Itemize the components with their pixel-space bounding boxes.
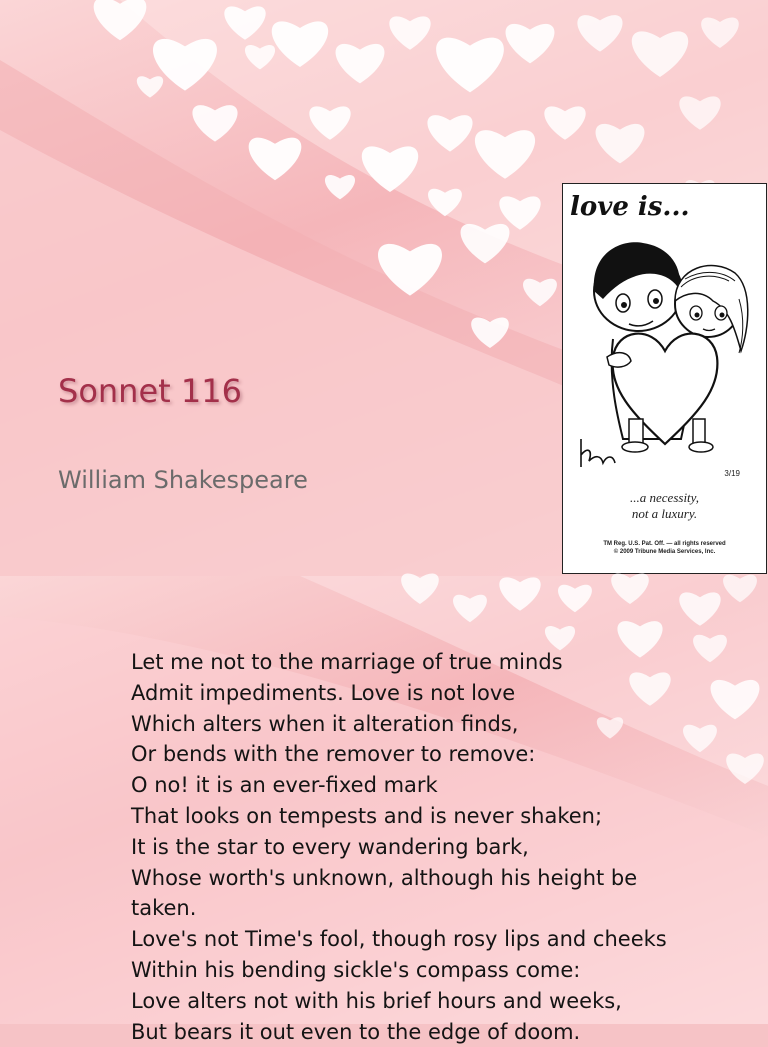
- comic-copyright-line: TM Reg. U.S. Pat. Off. — all rights reserved: [603, 541, 726, 547]
- heart-shape: [499, 196, 540, 229]
- heart-shape: [336, 44, 385, 84]
- heart-shape: [693, 635, 727, 662]
- comic-copyright: [563, 540, 766, 556]
- poem-line: Admit impediments. Love is not love: [131, 680, 516, 705]
- poem-slide: [0, 576, 768, 1044]
- heart-shape: [701, 18, 739, 48]
- comic-copyright-line: © 2009 Tribune Media Services, Inc.: [613, 549, 716, 555]
- heart-shape: [94, 0, 147, 40]
- heart-shape: [428, 189, 462, 216]
- heart-shape: [726, 754, 764, 784]
- heart-shape: [325, 175, 355, 199]
- heart-shape: [362, 146, 418, 192]
- comic-caption-line: ...a necessity,: [630, 490, 699, 505]
- comic-title: love is...: [570, 192, 690, 222]
- poem-line: Love alters not with his brief hours and weeks,: [131, 988, 622, 1013]
- heart-shape: [711, 680, 760, 720]
- heart-shape: [245, 45, 275, 69]
- heart-shape: [192, 105, 237, 142]
- heart-shape: [378, 244, 442, 296]
- poem-line: It is the star to every wandering bark,: [131, 834, 529, 859]
- slide-subtitle: William Shakespeare: [58, 466, 308, 494]
- heart-shape: [632, 31, 688, 77]
- heart-shape: [544, 106, 585, 139]
- heart-shape: [475, 130, 535, 179]
- heart-shape: [506, 24, 555, 64]
- heart-shape: [272, 21, 328, 67]
- heart-shape: [471, 318, 509, 348]
- heart-shape: [249, 138, 302, 181]
- comic-date: 3/19: [724, 469, 740, 478]
- comic-caption-line: not a luxury.: [631, 506, 698, 521]
- poem-line: O no! it is an ever-fixed mark: [131, 773, 438, 798]
- heart-shape: [611, 574, 649, 604]
- heart-shape: [679, 592, 720, 625]
- poem-line: Let me not to the marriage of true minds: [131, 650, 563, 674]
- heart-shape: [389, 16, 430, 49]
- heart-shape: [679, 96, 720, 129]
- heart-shape: [577, 15, 622, 52]
- poem-line: Which alters when it alteration finds,: [131, 711, 519, 736]
- poem-line: Within his bending sickle's compass come:: [131, 957, 581, 982]
- heart-shape: [596, 124, 645, 164]
- heart-shape: [558, 585, 592, 612]
- poem-line: Whose worth's unknown, although his height be: [131, 865, 638, 890]
- slide-title: Sonnet 116: [58, 372, 242, 410]
- poem-text: [131, 647, 691, 1047]
- poem-line: taken.: [131, 896, 197, 921]
- heart-shape: [224, 6, 265, 39]
- heart-shape: [461, 224, 510, 264]
- heart-shape: [723, 575, 757, 602]
- poem-line: Love's not Time's fool, though rosy lips and cheeks: [131, 927, 667, 952]
- poem-line: That looks on tempests and is never shaken;: [131, 803, 603, 828]
- heart-shape: [453, 595, 487, 622]
- heart-shape: [436, 38, 504, 93]
- heart-shape: [137, 76, 163, 97]
- heart-shape: [427, 115, 472, 152]
- poem-line: Or bends with the remover to remove:: [131, 742, 536, 767]
- comic-caption: [563, 490, 766, 522]
- love-is-comic: [562, 183, 767, 574]
- heart-shape: [309, 106, 350, 139]
- poem-line: But bears it out even to the edge of doom.: [131, 1019, 581, 1044]
- heart-shape: [499, 577, 540, 610]
- heart-shape: [523, 279, 557, 306]
- heart-shape: [401, 574, 439, 604]
- comic-couple-illustration: [563, 229, 768, 469]
